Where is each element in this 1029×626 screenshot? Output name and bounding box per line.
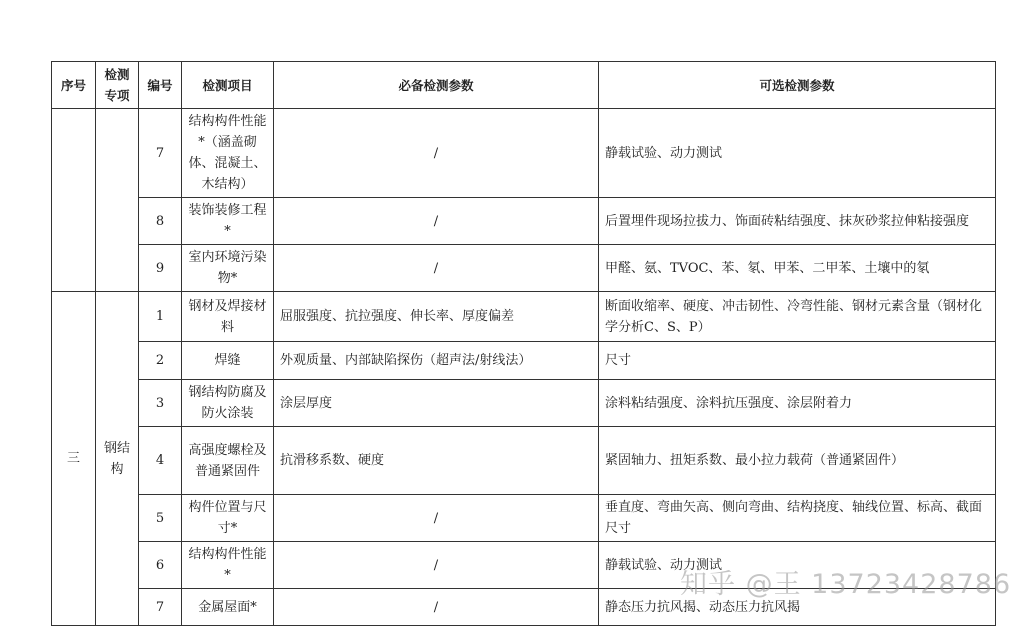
- optional-cell: 紧固轴力、扭矩系数、最小拉力载荷（普通紧固件）: [599, 427, 996, 495]
- item-cell: 高强度螺栓及普通紧固件: [182, 427, 274, 495]
- table-row: [52, 292, 996, 342]
- table-row: [52, 245, 996, 292]
- table-row: [52, 542, 996, 589]
- header-required: 必备检测参数: [274, 62, 599, 109]
- seq-cell: 三: [52, 292, 96, 626]
- optional-cell: 涂料粘结强度、涂料抗压强度、涂层附着力: [599, 380, 996, 427]
- required-cell: /: [274, 542, 599, 589]
- table-row: [52, 109, 996, 198]
- required-cell: 屈服强度、抗拉强度、伸长率、厚度偏差: [274, 292, 599, 342]
- table-row: [52, 589, 996, 626]
- header-category: 检测专项: [96, 62, 139, 109]
- required-cell: /: [274, 589, 599, 626]
- required-cell: 抗滑移系数、硬度: [274, 427, 599, 495]
- required-cell: 涂层厚度: [274, 380, 599, 427]
- optional-cell: 尺寸: [599, 342, 996, 380]
- required-cell: /: [274, 109, 599, 198]
- table-row: [52, 380, 996, 427]
- watermark: 知乎 @王 13723428786: [680, 569, 1012, 600]
- header-seq: 序号: [52, 62, 96, 109]
- table-row: [52, 342, 996, 380]
- no-cell: 2: [139, 342, 182, 380]
- optional-cell: 断面收缩率、硬度、冲击韧性、冷弯性能、钢材元素含量（钢材化学分析C、S、P）: [599, 292, 996, 342]
- item-cell: 钢结构防腐及防火涂装: [182, 380, 274, 427]
- required-cell: /: [274, 198, 599, 245]
- item-cell: 结构构件性能*: [182, 542, 274, 589]
- item-cell: 结构构件性能*（涵盖砌体、混凝土、木结构）: [182, 109, 274, 198]
- optional-cell: 静载试验、动力测试: [599, 542, 996, 589]
- no-cell: 9: [139, 245, 182, 292]
- seq-cell: [52, 109, 96, 292]
- item-cell: 焊缝: [182, 342, 274, 380]
- no-cell: 4: [139, 427, 182, 495]
- category-cell: 钢结构: [96, 292, 139, 626]
- required-cell: 外观质量、内部缺陷探伤（超声法/射线法）: [274, 342, 599, 380]
- optional-cell: 静态压力抗风揭、动态压力抗风揭: [599, 589, 996, 626]
- optional-cell: 垂直度、弯曲矢高、侧向弯曲、结构挠度、轴线位置、标高、截面尺寸: [599, 495, 996, 542]
- table-row: [52, 495, 996, 542]
- no-cell: 5: [139, 495, 182, 542]
- table-row: [52, 198, 996, 245]
- no-cell: 3: [139, 380, 182, 427]
- header-no: 编号: [139, 62, 182, 109]
- category-cell: [96, 109, 139, 292]
- no-cell: 1: [139, 292, 182, 342]
- item-cell: 构件位置与尺寸*: [182, 495, 274, 542]
- optional-cell: 甲醛、氨、TVOC、苯、氡、甲苯、二甲苯、土壤中的氡: [599, 245, 996, 292]
- item-cell: 室内环境污染物*: [182, 245, 274, 292]
- no-cell: 7: [139, 589, 182, 626]
- inspection-table: [51, 61, 996, 626]
- item-cell: 装饰装修工程*: [182, 198, 274, 245]
- no-cell: 6: [139, 542, 182, 589]
- header-optional: 可选检测参数: [599, 62, 996, 109]
- header-item: 检测项目: [182, 62, 274, 109]
- item-cell: 金属屋面*: [182, 589, 274, 626]
- item-cell: 钢材及焊接材料: [182, 292, 274, 342]
- optional-cell: 后置埋件现场拉拔力、饰面砖粘结强度、抹灰砂浆拉伸粘接强度: [599, 198, 996, 245]
- no-cell: 7: [139, 109, 182, 198]
- optional-cell: 静载试验、动力测试: [599, 109, 996, 198]
- required-cell: /: [274, 245, 599, 292]
- required-cell: /: [274, 495, 599, 542]
- no-cell: 8: [139, 198, 182, 245]
- header-row: [52, 62, 996, 109]
- table-row: [52, 427, 996, 495]
